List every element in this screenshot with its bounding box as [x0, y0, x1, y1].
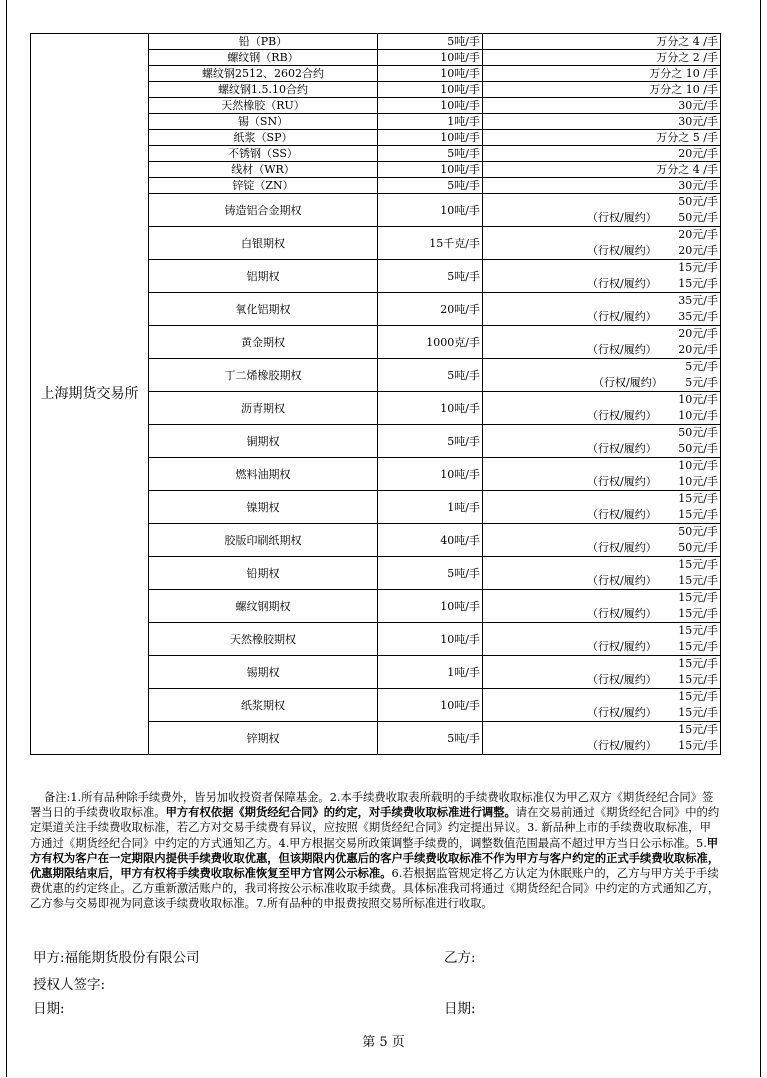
exercise-label: （行权/履约）	[587, 574, 657, 587]
option-name: 丁二烯橡胶期权	[149, 359, 378, 392]
product-name: 铅（PB）	[149, 34, 378, 50]
party-b-label: 乙方:	[444, 950, 476, 966]
fee-standard: 万分之 4 /手	[483, 162, 721, 178]
trade-fee: 50元/手	[678, 195, 718, 208]
option-name: 铅期权	[149, 557, 378, 590]
exercise-fee: 15元/手	[678, 706, 718, 719]
remark-text-1: 备注:1.所有品种除手续费外，皆另加收投资者保障基金。2.本手续费收取表所载明的手续费收取标准仅为甲乙双方《期货经纪合同》签署当日的手续费收取标准。	[30, 791, 714, 820]
exercise-fee-line	[483, 606, 720, 622]
option-name: 锌期权	[149, 722, 378, 755]
exercise-label: （行权/履约）	[587, 640, 657, 653]
exercise-fee: 15元/手	[678, 739, 718, 752]
exercise-fee-line	[483, 408, 720, 424]
fee-standard	[483, 392, 721, 425]
option-name: 天然橡胶期权	[149, 623, 378, 656]
trading-unit: 40吨/手	[378, 524, 483, 557]
exercise-label: （行权/履约）	[587, 310, 657, 323]
exercise-fee: 50元/手	[678, 541, 718, 554]
exercise-label: （行权/履约）	[587, 508, 657, 521]
trade-fee: 15元/手	[678, 624, 718, 637]
exercise-fee-line	[483, 639, 720, 655]
trading-unit: 10吨/手	[378, 130, 483, 146]
exercise-fee: 15元/手	[678, 277, 718, 290]
exercise-label: （行权/履约）	[587, 706, 657, 719]
fee-standard	[483, 458, 721, 491]
trading-unit: 10吨/手	[378, 623, 483, 656]
fee-standard	[483, 260, 721, 293]
trading-unit: 1吨/手	[378, 114, 483, 130]
exercise-fee-line	[483, 474, 720, 490]
fee-standard	[483, 623, 721, 656]
date-a-label: 日期:	[33, 1001, 65, 1017]
exercise-fee: 15元/手	[678, 607, 718, 620]
exercise-fee: 20元/手	[678, 244, 718, 257]
exercise-fee-line	[483, 507, 720, 523]
fee-standard	[483, 293, 721, 326]
fee-standard	[483, 722, 721, 755]
exercise-fee-line	[483, 441, 720, 457]
remark-text-2: 请在交易前通过《期货经纪合同》中的约定渠道关注手续费收取标准，若乙方对交易手续费有异议，应按照《期货经纪合同》约定提出异议。3. 新品种上市的手续费收取标准，甲方通过《期货经纪合同》中约定的方式通知乙方。4.甲方根据交易所政策调整手续费的，调整数值范围最高不超过甲方当日公示标准。5.	[30, 806, 720, 850]
exercise-label: （行权/履约）	[587, 541, 657, 554]
exercise-label: （行权/履约）	[587, 244, 657, 257]
trade-fee: 10元/手	[678, 393, 718, 406]
trading-unit: 5吨/手	[378, 260, 483, 293]
fee-standard: 万分之 5 /手	[483, 130, 721, 146]
option-name: 纸浆期权	[149, 689, 378, 722]
exercise-fee-line	[483, 672, 720, 688]
trading-unit: 1000克/手	[378, 326, 483, 359]
trade-fee: 5元/手	[685, 360, 718, 373]
exercise-fee: 15元/手	[678, 574, 718, 587]
product-name: 锡（SN）	[149, 114, 378, 130]
exercise-fee: 15元/手	[678, 673, 718, 686]
exercise-fee: 50元/手	[678, 211, 718, 224]
option-name: 胶版印刷纸期权	[149, 524, 378, 557]
trade-fee: 35元/手	[678, 294, 718, 307]
fee-standard	[483, 557, 721, 590]
exercise-fee-line	[483, 309, 720, 325]
exercise-fee-line	[483, 573, 720, 589]
exercise-label: （行权/履约）	[587, 673, 657, 686]
trading-unit: 10吨/手	[378, 689, 483, 722]
trading-unit: 10吨/手	[378, 162, 483, 178]
exercise-fee-line	[483, 540, 720, 556]
exercise-fee: 35元/手	[678, 310, 718, 323]
fee-standard	[483, 491, 721, 524]
exercise-label: （行权/履约）	[587, 475, 657, 488]
remark-text-3: 6.若根据监管规定将乙方认定为休眠账户的，乙方与甲方关于手续费优惠的约定终止。乙方重新激活账户的，我司将按公示标准收取手续费。具体标准我司将通过《期货经纪合同》中约定的方式通知乙方，乙方参与交易即视为同意该手续费收取标准。7.所有品种的申报费按照交易所标准进行收取。	[30, 867, 720, 911]
trading-unit: 5吨/手	[378, 722, 483, 755]
product-name: 不锈钢（SS）	[149, 146, 378, 162]
product-name: 螺纹钢2512、2602合约	[149, 66, 378, 82]
fee-standard: 30元/手	[483, 178, 721, 194]
exercise-fee-line	[483, 243, 720, 259]
exercise-label: （行权/履约）	[587, 409, 657, 422]
option-name: 铸造铝合金期权	[149, 194, 378, 227]
trading-unit: 10吨/手	[378, 392, 483, 425]
fee-standard	[483, 590, 721, 623]
date-b-label: 日期:	[444, 1001, 476, 1017]
fee-standard: 30元/手	[483, 98, 721, 114]
option-name: 螺纹钢期权	[149, 590, 378, 623]
trading-unit: 10吨/手	[378, 194, 483, 227]
fee-standard	[483, 524, 721, 557]
trading-unit: 5吨/手	[378, 359, 483, 392]
trade-fee: 50元/手	[678, 525, 718, 538]
option-name: 镍期权	[149, 491, 378, 524]
option-name: 燃料油期权	[149, 458, 378, 491]
exercise-fee: 10元/手	[678, 475, 718, 488]
trading-unit: 10吨/手	[378, 50, 483, 66]
exercise-fee-line	[483, 705, 720, 721]
trading-unit: 10吨/手	[378, 66, 483, 82]
trading-unit: 20吨/手	[378, 293, 483, 326]
exercise-fee-line	[483, 738, 720, 754]
option-name: 白银期权	[149, 227, 378, 260]
authorized-signature-label: 授权人签字:	[33, 977, 106, 993]
exercise-label: （行权/履约）	[587, 343, 657, 356]
trading-unit: 10吨/手	[378, 82, 483, 98]
trading-unit: 1吨/手	[378, 656, 483, 689]
trade-fee: 20元/手	[678, 228, 718, 241]
fee-standard	[483, 194, 721, 227]
trade-fee: 10元/手	[678, 459, 718, 472]
exercise-fee: 5元/手	[685, 376, 718, 389]
table-row	[31, 34, 721, 50]
exercise-label: （行权/履约）	[587, 442, 657, 455]
exercise-fee: 20元/手	[678, 343, 718, 356]
exercise-label: （行权/履约）	[587, 211, 657, 224]
exercise-label: （行权/履约）	[587, 277, 657, 290]
exercise-fee-line	[483, 210, 720, 226]
fee-standard	[483, 656, 721, 689]
trading-unit: 1吨/手	[378, 491, 483, 524]
trading-unit: 5吨/手	[378, 557, 483, 590]
fee-standard	[483, 326, 721, 359]
exchange-name: 上海期货交易所	[31, 34, 149, 755]
exercise-fee: 15元/手	[678, 640, 718, 653]
fee-standard	[483, 227, 721, 260]
page-number: 第 5 页	[362, 1035, 405, 1050]
trade-fee: 15元/手	[678, 690, 718, 703]
product-name: 线材（WR）	[149, 162, 378, 178]
fee-standard: 30元/手	[483, 114, 721, 130]
fee-standard: 万分之 2 /手	[483, 50, 721, 66]
fee-standard	[483, 425, 721, 458]
trading-unit: 5吨/手	[378, 146, 483, 162]
trade-fee: 15元/手	[678, 591, 718, 604]
trade-fee: 15元/手	[678, 492, 718, 505]
exercise-fee-line	[483, 276, 720, 292]
trading-unit: 5吨/手	[378, 34, 483, 50]
fee-table	[30, 33, 721, 755]
trading-unit: 15千克/手	[378, 227, 483, 260]
exercise-fee: 10元/手	[678, 409, 718, 422]
remark-bold-1: 甲方有权依据《期货经纪合同》的约定，对手续费收取标准进行调整。	[165, 805, 516, 820]
trading-unit: 5吨/手	[378, 425, 483, 458]
exercise-fee: 50元/手	[678, 442, 718, 455]
trading-unit: 10吨/手	[378, 98, 483, 114]
trade-fee: 15元/手	[678, 657, 718, 670]
fee-standard	[483, 689, 721, 722]
trading-unit: 10吨/手	[378, 590, 483, 623]
trading-unit: 10吨/手	[378, 458, 483, 491]
option-name: 黄金期权	[149, 326, 378, 359]
remarks	[30, 790, 722, 912]
fee-standard: 万分之 4 /手	[483, 34, 721, 50]
fee-standard: 万分之 10 /手	[483, 66, 721, 82]
trading-unit: 5吨/手	[378, 178, 483, 194]
product-name: 螺纹钢（RB）	[149, 50, 378, 66]
product-name: 纸浆（SP）	[149, 130, 378, 146]
trade-fee: 20元/手	[678, 327, 718, 340]
fee-standard: 20元/手	[483, 146, 721, 162]
fee-standard	[483, 359, 721, 392]
product-name: 锌锭（ZN）	[149, 178, 378, 194]
exercise-fee: 15元/手	[678, 508, 718, 521]
trade-fee: 15元/手	[678, 723, 718, 736]
trade-fee: 50元/手	[678, 426, 718, 439]
option-name: 锡期权	[149, 656, 378, 689]
fee-standard: 万分之 10 /手	[483, 82, 721, 98]
trade-fee: 15元/手	[678, 558, 718, 571]
option-name: 氧化铝期权	[149, 293, 378, 326]
option-name: 沥青期权	[149, 392, 378, 425]
product-name: 天然橡胶（RU）	[149, 98, 378, 114]
party-a-label: 甲方:福能期货股份有限公司	[33, 950, 200, 966]
product-name: 螺纹钢1.5.10合约	[149, 82, 378, 98]
exercise-label: （行权/履约）	[593, 376, 663, 389]
remark-bold-2: 甲方有权为客户在一定期限内提供手续费收取优惠，但该期限内优惠后的客户手续费收取标准不作为甲方与客户约定的正式手续费收取标准，优惠期限结束后，甲方有权将手续费收取标准恢复至甲方官网公示标准。	[30, 835, 720, 881]
exercise-fee-line	[483, 375, 720, 391]
exercise-fee-line	[483, 342, 720, 358]
option-name: 铜期权	[149, 425, 378, 458]
exercise-label: （行权/履约）	[587, 607, 657, 620]
trade-fee: 15元/手	[678, 261, 718, 274]
exercise-label: （行权/履约）	[587, 739, 657, 752]
option-name: 铝期权	[149, 260, 378, 293]
